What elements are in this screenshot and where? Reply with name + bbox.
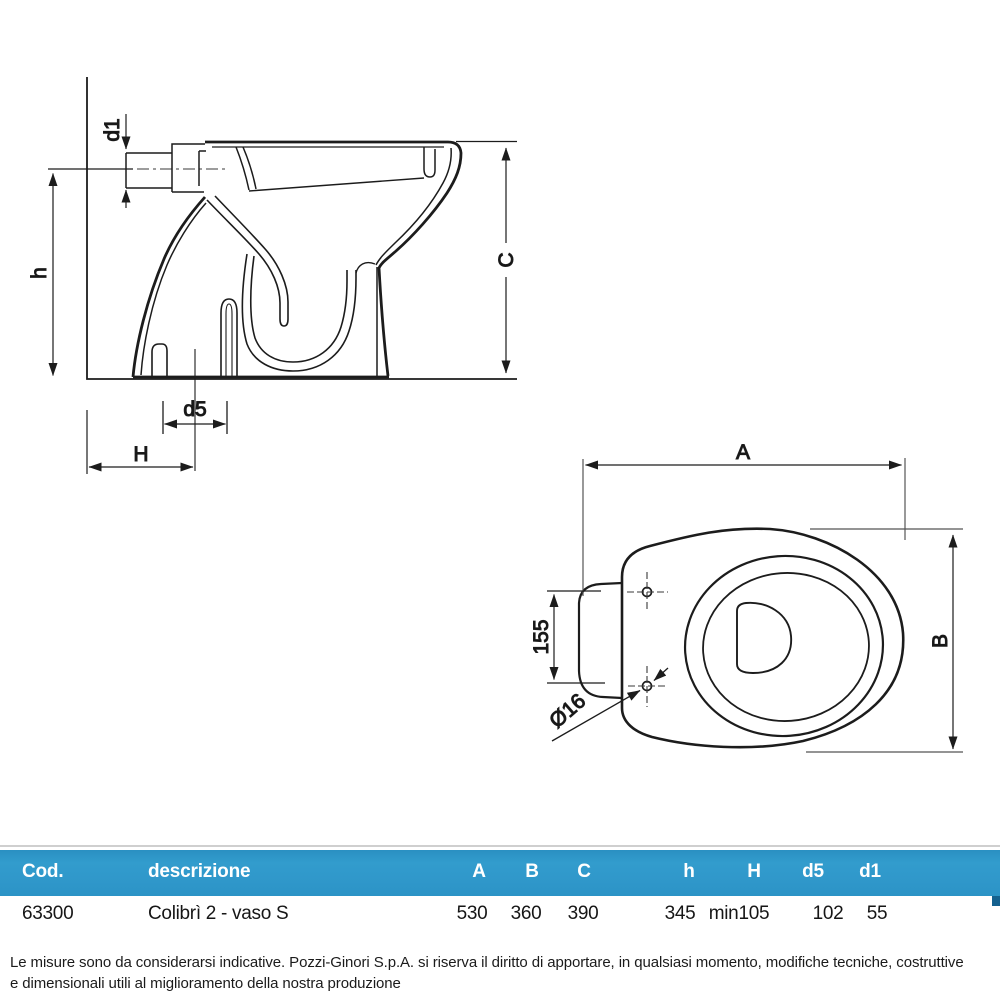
dimension-h bbox=[48, 169, 133, 376]
fixing-hole-bottom bbox=[628, 666, 668, 707]
inlet-pipe bbox=[126, 153, 172, 188]
dimension-hole-diameter-label: Ø16 bbox=[545, 689, 591, 733]
flush-channel-a bbox=[236, 147, 249, 190]
dimension-b-label: B bbox=[929, 633, 952, 649]
disclaimer-note bbox=[10, 952, 994, 994]
dimension-hole-spacing bbox=[547, 591, 605, 683]
dimension-hole-spacing-label: 155 bbox=[530, 619, 553, 655]
col-header-b: B bbox=[525, 861, 539, 882]
fixing-hole-top bbox=[627, 572, 668, 612]
dimension-c-label: C bbox=[495, 252, 518, 268]
cell-cod: 63300 bbox=[22, 903, 74, 924]
col-header-descrizione: descrizione bbox=[148, 861, 251, 882]
table-top-rule bbox=[0, 845, 1000, 847]
inlet-socket bbox=[172, 144, 206, 192]
dimension-d5-label: d5 bbox=[183, 398, 207, 421]
inner-wall-left bbox=[141, 203, 206, 375]
cell-a: 530 bbox=[456, 903, 488, 924]
cell-descrizione: Colibrì 2 - vaso S bbox=[148, 903, 289, 924]
bowl-outer-contour bbox=[205, 142, 461, 376]
seat-ring-inner bbox=[698, 567, 874, 726]
disclaimer-line-2: e dimensionali utili al miglioramento della nostra produzione bbox=[10, 975, 401, 992]
col-header-a: A bbox=[472, 861, 486, 882]
side-view bbox=[28, 77, 518, 474]
dimension-h-label: h bbox=[28, 267, 51, 279]
bowl-opening-line bbox=[249, 178, 424, 191]
col-header-c: C bbox=[577, 861, 591, 882]
dimension-H-label: H bbox=[133, 443, 149, 466]
top-view bbox=[530, 441, 963, 752]
disclaimer-line-1: Le misure sono da considerarsi indicative. Pozzi-Ginori S.p.A. si riserva il diritto di apportare, in qualsiasi momento, modifiche tecniche, costruttive bbox=[10, 954, 964, 971]
cell-H: min105 bbox=[708, 903, 770, 924]
cell-d1: 55 bbox=[866, 903, 888, 924]
col-header-H: H bbox=[747, 861, 761, 882]
col-header-cod: Cod. bbox=[22, 861, 64, 882]
flush-channel-b bbox=[243, 147, 256, 189]
col-header-d1: d1 bbox=[859, 861, 881, 882]
seat-ring-outer bbox=[679, 549, 889, 742]
table-accent-tab bbox=[992, 896, 1000, 906]
cell-h: 345 bbox=[664, 903, 696, 924]
inner-wall-right bbox=[376, 148, 451, 265]
body-outline bbox=[622, 529, 903, 748]
dimension-d1-label: d1 bbox=[101, 118, 124, 142]
dimension-a-label: A bbox=[735, 441, 751, 464]
inlet-block-outline bbox=[579, 583, 622, 698]
wall-floor-reference bbox=[87, 77, 517, 379]
col-header-d5: d5 bbox=[802, 861, 824, 882]
cell-c: 390 bbox=[567, 903, 599, 924]
col-header-h: h bbox=[683, 861, 695, 882]
dimension-a bbox=[583, 458, 905, 596]
rim-pocket bbox=[424, 147, 435, 177]
cell-b: 360 bbox=[510, 903, 542, 924]
water-surface bbox=[737, 603, 791, 673]
cell-d5: 102 bbox=[812, 903, 844, 924]
